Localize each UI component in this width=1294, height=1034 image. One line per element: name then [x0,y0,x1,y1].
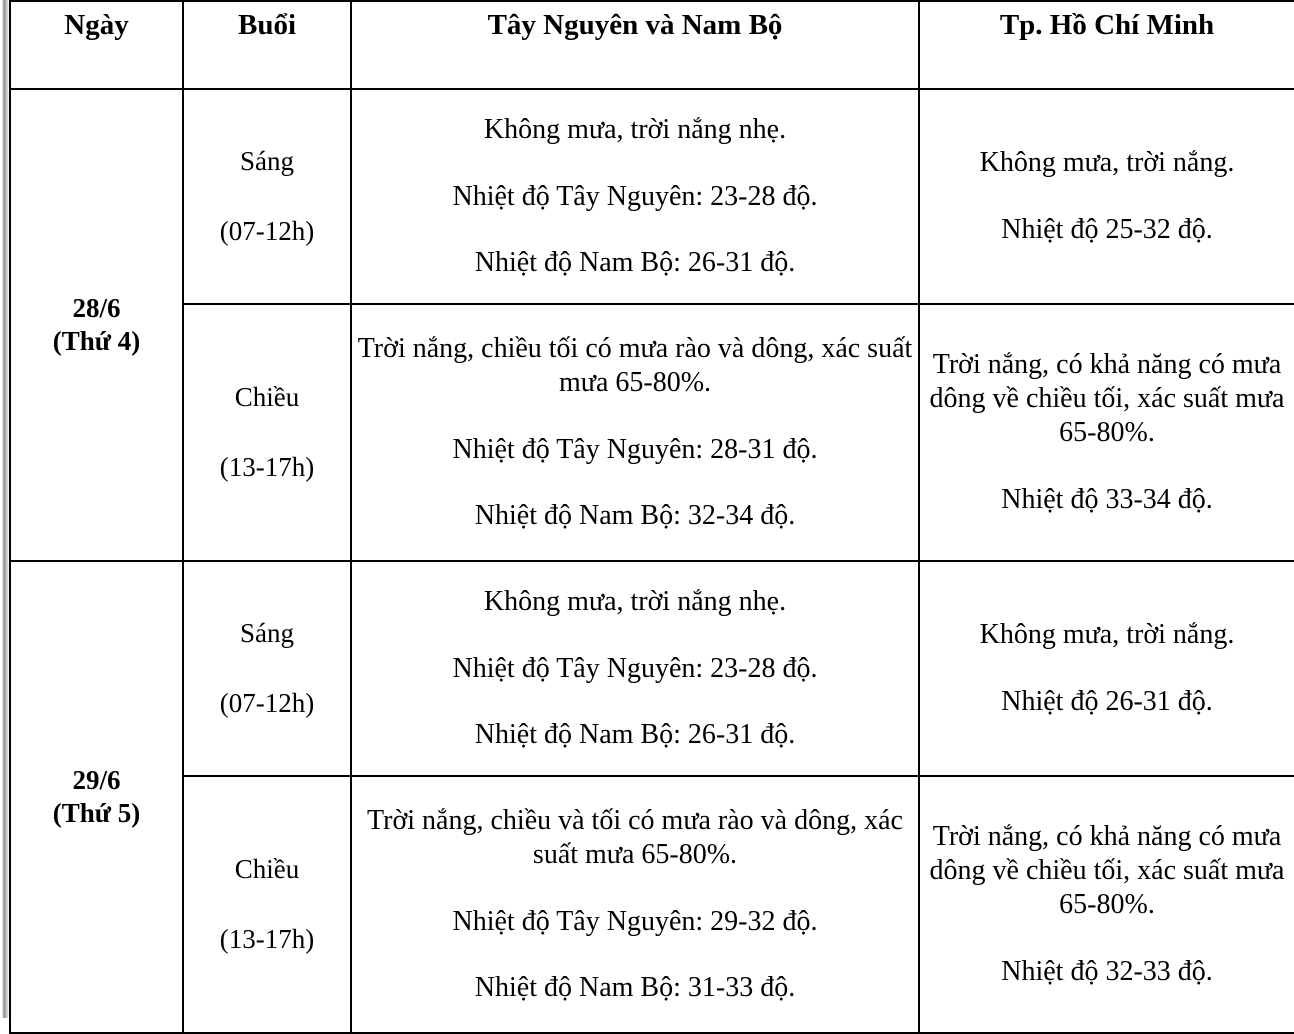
forecast-line: Nhiệt độ Nam Bộ: 26-31 độ. [474,247,796,279]
forecast-line: Không mưa, trời nắng. [979,619,1235,651]
hcm-forecast-1-1 [919,776,1294,1033]
forecast-line: Trời nắng, chiều và tối có mưa rào và dông, xác suất mưa 65-80%. [367,805,903,870]
forecast-line: Nhiệt độ Tây Nguyên: 29-32 độ. [452,905,818,937]
period-time: (13-17h) [219,923,315,954]
hcm-forecast-0-1 [919,304,1294,561]
weather-forecast-table [9,0,1294,1034]
table-row [10,776,1294,1033]
forecast-line: Không mưa, trời nắng. [979,147,1235,179]
day-cell-0 [10,89,183,561]
period-time: (07-12h) [219,687,315,718]
day-weekday: (Thứ 5) [52,798,141,828]
table-body [10,89,1294,1033]
forecast-line: Không mưa, trời nắng nhẹ. [483,114,787,146]
forecast-line: Nhiệt độ Tây Nguyên: 23-28 độ. [452,652,818,684]
period-name: Chiều [234,854,300,885]
forecast-line: Nhiệt độ Nam Bộ: 32-34 độ. [474,500,796,532]
day-weekday: (Thứ 4) [52,326,141,356]
region-forecast-1-1 [351,776,919,1033]
table-row [10,89,1294,304]
forecast-line: Không mưa, trời nắng nhẹ. [483,586,787,618]
table-row [10,561,1294,776]
forecast-line: Nhiệt độ Nam Bộ: 31-33 độ. [474,972,796,1004]
column-header-period: Buổi [183,1,351,89]
period-name: Chiều [234,382,300,413]
forecast-line: Nhiệt độ Nam Bộ: 26-31 độ. [474,719,796,751]
period-cell-0-1 [183,304,351,561]
column-header-ho-chi-minh-city: Tp. Hồ Chí Minh [919,1,1294,89]
table-row [10,304,1294,561]
forecast-line: Nhiệt độ Tây Nguyên: 23-28 độ. [452,180,818,212]
document-edge-gutter [2,0,9,1018]
hcm-forecast-0-0 [919,89,1294,304]
forecast-line: Trời nắng, có khả năng có mưa dông về chiều tối, xác suất mưa 65-80%. [929,349,1285,448]
region-forecast-1-0 [351,561,919,776]
period-time: (07-12h) [219,215,315,246]
period-name: Sáng [240,146,294,177]
day-date: 29/6 [72,765,121,796]
forecast-line: Nhiệt độ 26-31 độ. [1001,686,1213,718]
period-time: (13-17h) [219,451,315,482]
region-forecast-0-0 [351,89,919,304]
period-cell-1-0 [183,561,351,776]
period-name: Sáng [240,618,294,649]
forecast-line: Nhiệt độ Tây Nguyên: 28-31 độ. [452,433,818,465]
forecast-line: Trời nắng, chiều tối có mưa rào và dông, xác suất mưa 65-80%. [357,333,913,398]
hcm-forecast-1-0 [919,561,1294,776]
forecast-line: Nhiệt độ 25-32 độ. [1001,214,1213,246]
table-header [10,1,1294,89]
forecast-line: Nhiệt độ 33-34 độ. [1001,483,1213,515]
day-date: 28/6 [72,293,121,324]
forecast-line: Trời nắng, có khả năng có mưa dông về chiều tối, xác suất mưa 65-80%. [929,821,1285,920]
period-cell-1-1 [183,776,351,1033]
region-forecast-0-1 [351,304,919,561]
day-cell-1 [10,561,183,1033]
column-header-central-highlands-south: Tây Nguyên và Nam Bộ [351,1,919,89]
table-header-row [10,1,1294,89]
column-header-day: Ngày [10,1,183,89]
forecast-line: Nhiệt độ 32-33 độ. [1001,955,1213,987]
period-cell-0-0 [183,89,351,304]
